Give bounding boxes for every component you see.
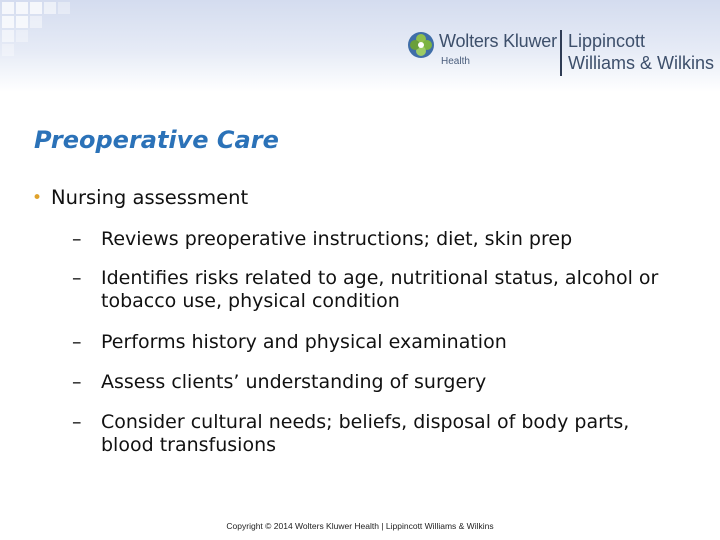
lww-line-2: Williams & Wilkins bbox=[568, 53, 714, 73]
sub-bullet-text: Consider cultural needs; beliefs, disposal of body parts, blood transfusions bbox=[101, 411, 630, 456]
wolters-kluwer-globe-icon bbox=[406, 30, 436, 60]
sub-bullet-text: Performs history and physical examination bbox=[101, 331, 507, 353]
bullet-dot-icon: • bbox=[32, 188, 43, 208]
lww-name bbox=[568, 30, 714, 74]
bullet-text: Nursing assessment bbox=[51, 186, 249, 209]
copyright-footer: Copyright © 2014 Wolters Kluwer Health | Lippincott Williams & Wilkins bbox=[226, 521, 494, 531]
bullet-item bbox=[32, 186, 248, 209]
sub-bullet-dash: – bbox=[72, 371, 82, 393]
health-label: Health bbox=[441, 56, 470, 67]
lww-line-1: Lippincott bbox=[568, 31, 646, 51]
logo-divider bbox=[560, 30, 562, 76]
sub-bullet-dash: – bbox=[72, 331, 82, 353]
sub-bullet-text: Assess clients’ understanding of surgery bbox=[101, 371, 487, 393]
sub-bullet-dash: – bbox=[72, 267, 82, 289]
wolters-kluwer-name: Wolters Kluwer bbox=[439, 31, 557, 51]
slide-title: Preoperative Care bbox=[34, 126, 279, 154]
sub-bullet-text: Reviews preoperative instructions; diet, skin prep bbox=[101, 228, 573, 250]
sub-bullet-dash: – bbox=[72, 228, 82, 250]
publisher-logo bbox=[406, 28, 716, 80]
sub-bullet-dash: – bbox=[72, 411, 82, 433]
sub-bullet-text: Identifies risks related to age, nutritional status, alcohol or tobacco use, physical condition bbox=[101, 267, 659, 312]
